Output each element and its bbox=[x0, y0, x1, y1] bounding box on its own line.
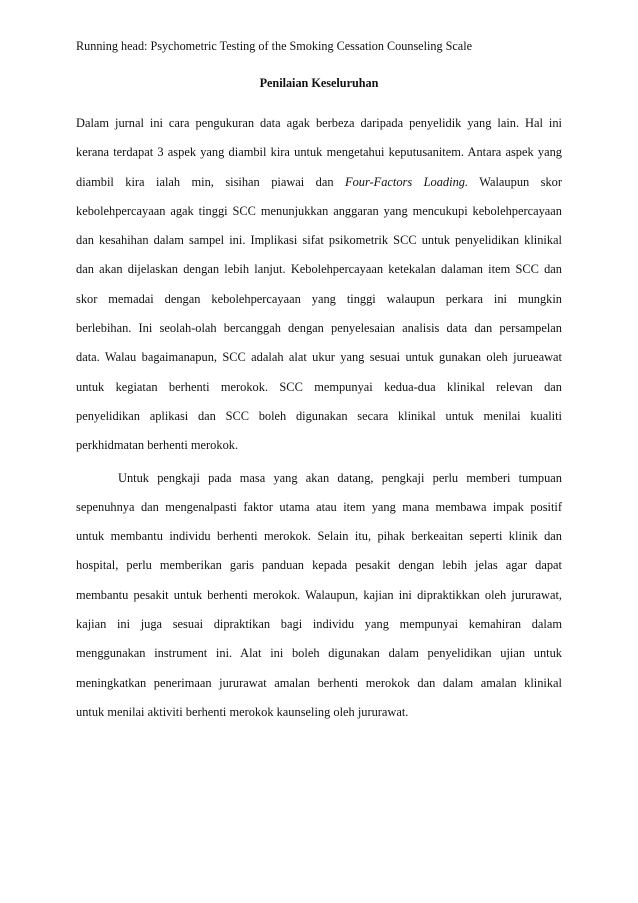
text-line: menggunakan instrument ini. Alat ini boleh digunakan dalam penyelidikan ujian untuk bbox=[76, 646, 562, 661]
text-line: untuk menilai aktiviti berhenti merokok kaunseling oleh jururawat. bbox=[76, 704, 409, 719]
text-line: berlebihan. Ini seolah-olah bercanggah dengan penyelesaian analisis data dan persampelan bbox=[76, 321, 562, 336]
text-line: kajian ini juga sesuai dipraktikan bagi individu yang mempunyai kemahiran dalam bbox=[76, 617, 562, 632]
text-segment: Walaupun skor bbox=[468, 174, 562, 189]
text-line: meningkatkan penerimaan jururawat amalan berhenti merokok dan dalam amalan klinikal bbox=[76, 675, 562, 690]
text-line: data. Walau bagaimanapun, SCC adalah alat ukur yang sesuai untuk gunakan oleh jurueawat bbox=[76, 350, 562, 365]
section-title: Penilaian Keseluruhan bbox=[259, 76, 379, 90]
text-line: untuk membantu individu berhenti merokok. Selain itu, pihak berkeaitan seperti klinik dan bbox=[76, 529, 562, 544]
text-segment: diambil kira ialah min, sisihan piawai dan bbox=[76, 174, 345, 189]
text-line: untuk kegiatan berhenti merokok. SCC mempunyai kedua-dua klinikal relevan dan bbox=[76, 379, 562, 394]
text-line: kerana terdapat 3 aspek yang diambil kira untuk mengetahui keputusanitem. Antara aspek yang bbox=[76, 145, 562, 160]
italic-term: Four-Factors Loading. bbox=[345, 174, 469, 189]
text-line bbox=[76, 168, 562, 197]
text-line: penyelidikan aplikasi dan SCC boleh digunakan secara klinikal untuk menilai kualiti bbox=[76, 408, 562, 423]
paragraph-1 bbox=[76, 109, 562, 461]
text-line: skor memadai dengan kebolehpercayaan yang tinggi walaupun perkara ini mungkin bbox=[76, 291, 562, 306]
text-line: dan kesahihan dalam sampel ini. Implikasi sifat psikometrik SCC untuk penyelidikan klinikal bbox=[76, 233, 562, 248]
body-text bbox=[76, 109, 562, 727]
paragraph-2 bbox=[76, 464, 562, 728]
text-line: kebolehpercayaan agak tinggi SCC menunjukkan anggaran yang mencukupi kebolehpercayaan bbox=[76, 203, 562, 218]
text-line: dan akan dijelaskan dengan lebih lanjut. Kebolehpercayaan ketekalan dalaman item SCC dan bbox=[76, 262, 562, 277]
running-head: Running head: Psychometric Testing of the Smoking Cessation Counseling Scale bbox=[76, 39, 472, 53]
text-line: hospital, perlu memberikan garis panduan kepada pesakit dengan lebih jelas agar dapat bbox=[76, 558, 562, 573]
text-line: perkhidmatan berhenti merokok. bbox=[76, 438, 239, 453]
text-line: sepenuhnya dan mengenalpasti faktor utama atau item yang mana membawa impak positif bbox=[76, 499, 562, 514]
text-line: membantu pesakit untuk berhenti merokok. Walaupun, kajian ini dipraktikkan oleh jururawat, bbox=[76, 587, 562, 602]
text-line: Dalam jurnal ini cara pengukuran data agak berbeza daripada penyelidik yang lain. Hal ini bbox=[76, 116, 562, 130]
text-line: Untuk pengkaji pada masa yang akan datang, pengkaji perlu memberi tumpuan bbox=[118, 470, 562, 485]
